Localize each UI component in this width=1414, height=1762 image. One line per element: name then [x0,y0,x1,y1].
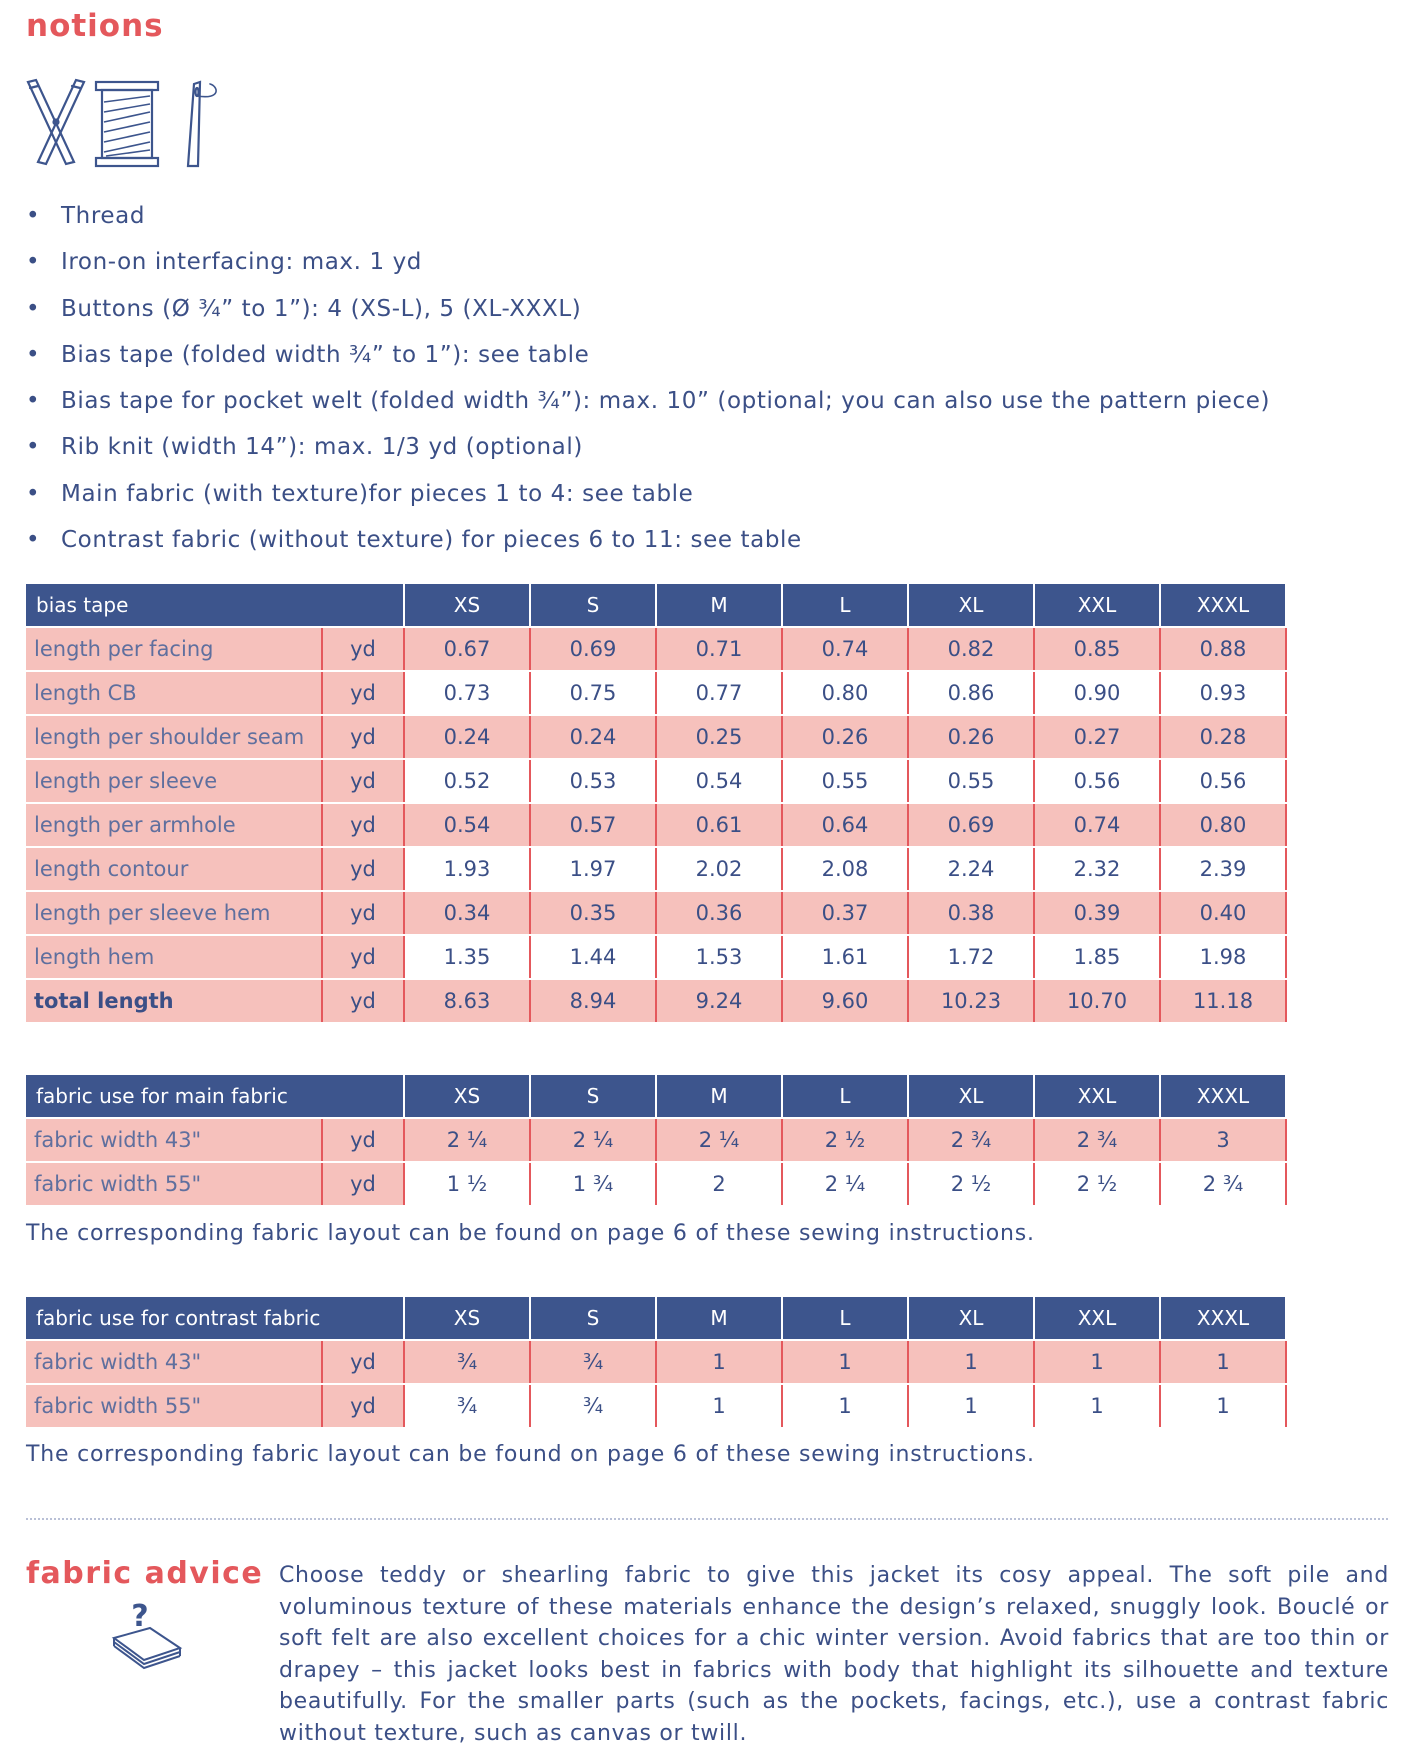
size-value-cell: 1 [782,1384,908,1428]
size-header: M [656,584,782,627]
size-header: XXL [1034,1297,1160,1340]
row-label: fabric width 55" [26,1384,322,1428]
size-value-cell: 2 ½ [1034,1162,1160,1206]
size-value-cell: 2.39 [1160,847,1286,891]
size-header: XL [908,1075,1034,1118]
row-unit: yd [322,935,404,979]
bias-tape-table [26,584,1287,1024]
size-value-cell: 0.24 [530,715,656,759]
size-value-cell: 1 [1034,1384,1160,1428]
size-value-cell: 0.80 [782,671,908,715]
row-unit: yd [322,979,404,1023]
size-header: XXXL [1160,1297,1286,1340]
size-value-cell: 0.38 [908,891,1034,935]
size-value-cell: 8.63 [404,979,530,1023]
row-unit: yd [322,1118,404,1162]
size-value-cell: 0.56 [1160,759,1286,803]
size-header: L [782,1297,908,1340]
contrast-fabric-table [26,1297,1287,1429]
size-value-cell: 0.71 [656,627,782,671]
size-value-cell: 3 [1160,1118,1286,1162]
size-value-cell: 0.35 [530,891,656,935]
size-value-cell: 0.28 [1160,715,1286,759]
row-label: length per facing [26,627,322,671]
size-header: L [782,584,908,627]
row-label: fabric width 43" [26,1118,322,1162]
size-value-cell: 1.93 [404,847,530,891]
size-value-cell: 2 [656,1162,782,1206]
size-value-cell: 0.55 [782,759,908,803]
notions-list [26,196,1270,566]
table-title: fabric use for main fabric [26,1075,404,1118]
size-header: S [530,1075,656,1118]
size-value-cell: 0.90 [1034,671,1160,715]
size-header: XS [404,1297,530,1340]
size-value-cell: 1 [1160,1340,1286,1384]
row-label: length hem [26,935,322,979]
size-value-cell: 10.23 [908,979,1034,1023]
size-header: M [656,1075,782,1118]
size-value-cell: 0.26 [908,715,1034,759]
size-header: XXXL [1160,584,1286,627]
size-value-cell: 0.52 [404,759,530,803]
size-value-cell: 10.70 [1034,979,1160,1023]
size-value-cell: 0.64 [782,803,908,847]
row-unit: yd [322,1162,404,1206]
row-unit: yd [322,803,404,847]
size-value-cell: 2 ¾ [1034,1118,1160,1162]
fabric-advice-text: Choose teddy or shearling fabric to give this jacket its cosy appeal. The soft pile and voluminous texture of these materials enhance the design’s relaxed, snuggly look. Bouclé or soft felt are also excellent choices for a chic winter version. Avoid fabrics that are too thin or drapey – this jacket looks best in fabrics with body that highlight its silhouette and texture beautifully. For the smaller parts (such as the pockets, facings, etc.), use a contrast fabric without texture, such as canvas or twill. [279,1563,1389,1746]
size-value-cell: 2 ¼ [530,1118,656,1162]
size-value-cell: 2.08 [782,847,908,891]
row-unit: yd [322,891,404,935]
size-value-cell: 1.72 [908,935,1034,979]
size-value-cell: 0.77 [656,671,782,715]
table-row [26,935,1286,979]
row-unit: yd [322,671,404,715]
size-value-cell: 1.53 [656,935,782,979]
list-item: • Main fabric (with texture)for pieces 1 to 4: see table [26,474,1270,520]
size-value-cell: 0.57 [530,803,656,847]
size-value-cell: 0.36 [656,891,782,935]
list-item: • Thread [26,196,1270,242]
contrast-fabric-note: The corresponding fabric layout can be found on page 6 of these sewing instructions. [26,1442,1035,1467]
size-value-cell: 0.39 [1034,891,1160,935]
scissors-icon [28,80,84,164]
size-value-cell: ¾ [530,1340,656,1384]
size-value-cell: 0.82 [908,627,1034,671]
list-item: • Contrast fabric (without texture) for pieces 6 to 11: see table [26,520,1270,566]
thread-spool-icon [96,82,158,166]
main-fabric-table [26,1075,1287,1207]
size-value-cell: 1.98 [1160,935,1286,979]
size-value-cell: 0.24 [404,715,530,759]
size-value-cell: 2.32 [1034,847,1160,891]
bias-tape-body [26,627,1286,1023]
size-value-cell: 0.27 [1034,715,1160,759]
row-label: length per sleeve hem [26,891,322,935]
row-unit: yd [322,1384,404,1428]
table-row [26,759,1286,803]
section-divider [26,1518,1388,1520]
size-value-cell: 1.35 [404,935,530,979]
size-value-cell: 0.69 [530,627,656,671]
size-value-cell: 0.74 [782,627,908,671]
row-unit: yd [322,847,404,891]
main-fabric-note: The corresponding fabric layout can be found on page 6 of these sewing instructions. [26,1221,1035,1246]
row-unit: yd [322,759,404,803]
size-value-cell: 1 [1160,1384,1286,1428]
size-value-cell: 1.44 [530,935,656,979]
contrast-fabric-body [26,1340,1286,1428]
size-header: XL [908,584,1034,627]
fabric-advice-title: fabric advice [26,1556,264,1591]
needle-icon [188,82,216,166]
size-value-cell: 9.60 [782,979,908,1023]
size-value-cell: ¾ [404,1384,530,1428]
size-value-cell: ¾ [530,1384,656,1428]
size-value-cell: 1 [1034,1340,1160,1384]
table-row [26,1340,1286,1384]
table-row [26,803,1286,847]
row-unit: yd [322,627,404,671]
size-value-cell: 0.69 [908,803,1034,847]
size-value-cell: 0.34 [404,891,530,935]
size-value-cell: 0.88 [1160,627,1286,671]
size-value-cell: 2 ½ [908,1162,1034,1206]
table-row [26,627,1286,671]
size-value-cell: 1 ½ [404,1162,530,1206]
row-unit: yd [322,1340,404,1384]
notions-title: notions [26,8,164,44]
size-value-cell: 0.85 [1034,627,1160,671]
size-value-cell: 1 [908,1340,1034,1384]
size-value-cell: 1 [908,1384,1034,1428]
size-value-cell: 9.24 [656,979,782,1023]
table-header-row [26,584,1286,627]
size-value-cell: 0.54 [656,759,782,803]
table-header-row [26,1075,1286,1118]
size-header: S [530,584,656,627]
table-title: bias tape [26,584,404,627]
table-title: fabric use for contrast fabric [26,1297,404,1340]
size-value-cell: 0.93 [1160,671,1286,715]
size-value-cell: 0.53 [530,759,656,803]
sewing-tools-illustration [22,78,252,168]
size-value-cell: 0.61 [656,803,782,847]
list-item: • Rib knit (width 14”): max. 1/3 yd (optional) [26,427,1270,473]
row-label: length CB [26,671,322,715]
size-header: XS [404,1075,530,1118]
size-header: XS [404,584,530,627]
table-row [26,715,1286,759]
size-header: S [530,1297,656,1340]
size-value-cell: 2.24 [908,847,1034,891]
row-label: length per armhole [26,803,322,847]
size-value-cell: 8.94 [530,979,656,1023]
list-item: • Iron-on interfacing: max. 1 yd [26,242,1270,288]
size-header: L [782,1075,908,1118]
table-row [26,891,1286,935]
size-value-cell: 2 ½ [782,1118,908,1162]
size-value-cell: 0.75 [530,671,656,715]
size-value-cell: 0.55 [908,759,1034,803]
size-value-cell: 0.26 [782,715,908,759]
size-header: XXXL [1160,1075,1286,1118]
size-value-cell: 0.37 [782,891,908,935]
size-value-cell: 0.74 [1034,803,1160,847]
table-row [26,979,1286,1023]
row-label: fabric width 43" [26,1340,322,1384]
size-value-cell: 2 ¼ [782,1162,908,1206]
size-header: XXL [1034,1075,1160,1118]
size-value-cell: 0.73 [404,671,530,715]
svg-text:?: ? [131,1599,149,1634]
table-row [26,1162,1286,1206]
size-value-cell: 2.02 [656,847,782,891]
table-row [26,847,1286,891]
size-value-cell: 11.18 [1160,979,1286,1023]
size-value-cell: 2 ¾ [908,1118,1034,1162]
row-label: length per sleeve [26,759,322,803]
size-value-cell: 1 [656,1384,782,1428]
table-row [26,1384,1286,1428]
fabric-stack-question-icon [104,1598,186,1672]
row-label: length per shoulder seam [26,715,322,759]
row-label: length contour [26,847,322,891]
row-unit: yd [322,715,404,759]
size-value-cell: 0.80 [1160,803,1286,847]
row-label: fabric width 55" [26,1162,322,1206]
list-item: • Buttons (Ø ¾” to 1”): 4 (XS-L), 5 (XL-XXXL) [26,289,1270,335]
size-value-cell: ¾ [404,1340,530,1384]
size-value-cell: 2 ¼ [404,1118,530,1162]
size-value-cell: 2 ¼ [656,1118,782,1162]
size-header: M [656,1297,782,1340]
size-value-cell: 0.67 [404,627,530,671]
size-value-cell: 0.54 [404,803,530,847]
size-value-cell: 0.40 [1160,891,1286,935]
size-value-cell: 0.25 [656,715,782,759]
size-value-cell: 1.97 [530,847,656,891]
size-value-cell: 2 ¾ [1160,1162,1286,1206]
size-value-cell: 1 [782,1340,908,1384]
size-value-cell: 1.85 [1034,935,1160,979]
table-header-row [26,1297,1286,1340]
list-item: • Bias tape (folded width ¾” to 1”): see table [26,335,1270,381]
size-value-cell: 0.86 [908,671,1034,715]
size-value-cell: 1 ¾ [530,1162,656,1206]
table-row [26,671,1286,715]
size-header: XL [908,1297,1034,1340]
list-item: • Bias tape for pocket welt (folded width ¾”): max. 10” (optional; you can also use the pattern piece) [26,381,1270,427]
size-value-cell: 1.61 [782,935,908,979]
size-value-cell: 1 [656,1340,782,1384]
size-value-cell: 0.56 [1034,759,1160,803]
size-header: XXL [1034,584,1160,627]
main-fabric-body [26,1118,1286,1206]
table-row [26,1118,1286,1162]
row-label: total length [26,979,322,1023]
